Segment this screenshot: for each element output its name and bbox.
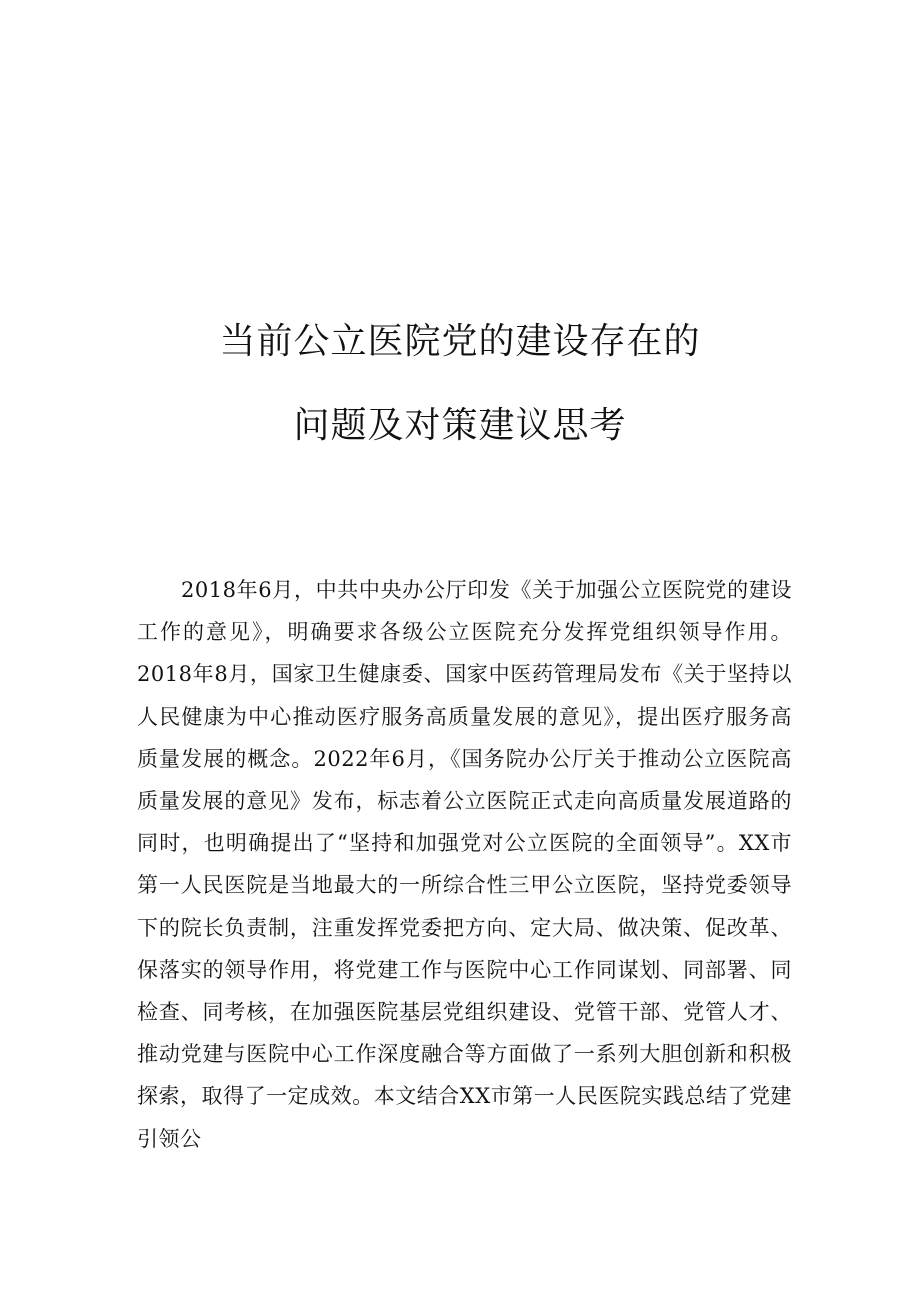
title-line-2: 问题及对策建议思考 [293,405,627,446]
body-paragraph: 2018年6月，中共中央办公厅印发《关于加强公立医院党的建设工作的意见》，明确要求各级公立医院充分发挥党组织领导作用。2018年8月，国家卫生健康委、国家中医药管理局发布《关于坚持以人民健康为中心推动医疗服务高质量发展的意见》，提出医疗服务高质量发展的概念。2022年6月，《国务院办公厅关于推动公立医院高质量发展的意见》发布，标志着公立医院正式走向高质量发展道路的同时，也明确提出了“坚持和加强党对公立医院的全面领导”。XX市第一人民医院是当地最大的一所综合性三甲公立医院，坚持党委领导下的院长负责制，注重发挥党委把方向、定大局、做决策、促改革、保落实的领导作用，将党建工作与医院中心工作同谋划、同部署、同检查、同考核，在加强医院基层党组织建设、党管干部、党管人才、推动党建与医院中心工作深度融合等方面做了一系列大胆创新和积极探索，取得了一定成效。本文结合XX市第一人民医院实践总结了党建引领公 [137,578,792,1151]
document-title [0,300,920,468]
title-line-1: 当前公立医院党的建设存在的 [219,321,701,362]
